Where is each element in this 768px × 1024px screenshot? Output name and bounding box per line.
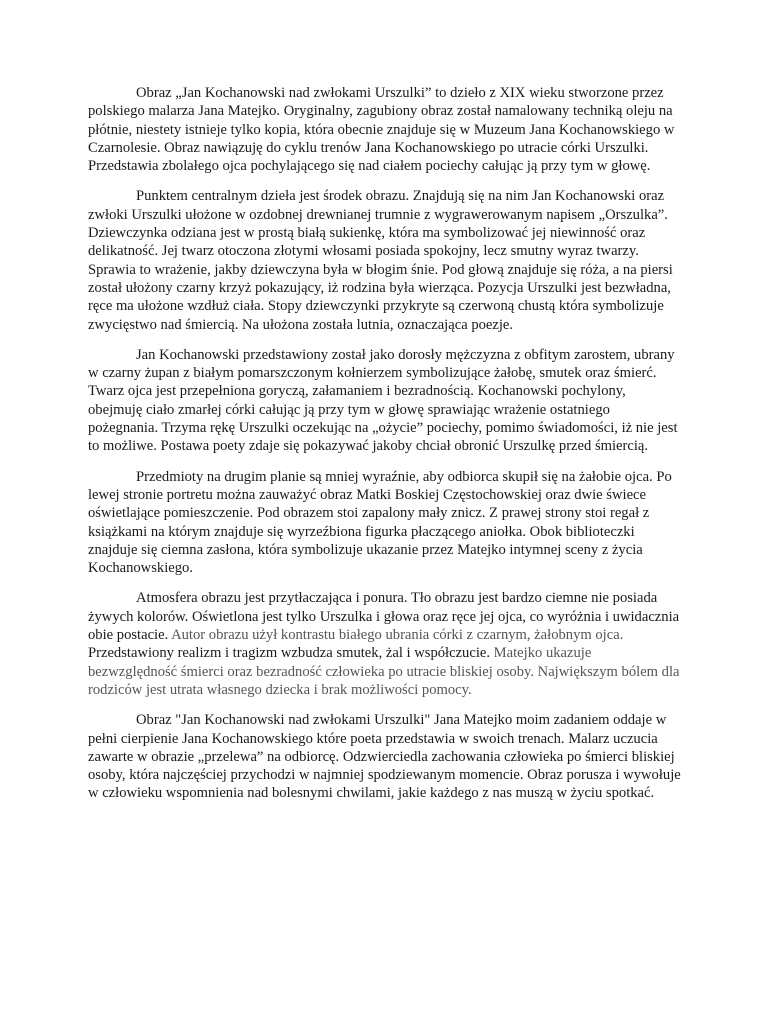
- atmosphere-sentence-b: Autor obrazu użył kontrastu białego ubrania córki z czarnym, żałobnym ojca.: [171, 627, 624, 644]
- document-page: [88, 84, 683, 815]
- paragraph-kochanowski: Jan Kochanowski przedstawiony został jako dorosły mężczyzna z obfitym zarostem, ubrany w czarny żupan z białym pomarszczonym kołnierzem symbolizujące żałobę, smutek oraz śmierć. Twarz ojca jest przepełniona goryczą, załamaniem i bezradnością. Kochanowski pochylony, obejmuję ciało zmarłej córki całując ją przy tym w głowę sprawiając wrażenie ostatniego pożegnania. Trzyma rękę Urszulki oczekując na „ożycie” pociechy, pomimo świadomości, iż nie jest to możliwe. Postawa poety zdaje się pokazywać jakoby chciał obronić Urszulkę przed śmiercią.: [88, 346, 678, 455]
- atmosphere-sentence-a: Atmosfera obrazu jest przytłaczająca i ponura. Tło obrazu jest bardzo ciemne nie posiada żywych kolorów. Oświetlona jest tylko Urszulka i głowa oraz ręce jej ojca, co wyróżnia i uwidacznia obie postacie.: [88, 590, 680, 644]
- atmosphere-sentence-c: Przedstawiony realizm i tragizm wzbudza smutek, żal i współczucie.: [88, 645, 490, 662]
- paragraph-conclusion: Obraz "Jan Kochanowski nad zwłokami Urszulki" Jana Matejko moim zadaniem oddaje w pełni cierpienie Jana Kochanowskiego które poeta przedstawia w swoich trenach. Malarz uczucia zawarte w obrazie „przelewa” na odbiorcę. Odzwierciedla zachowania człowieka po śmierci bliskiej osoby, która najczęściej przychodzi w najmniej spodziewanym momencie. Obraz porusza i wywołuje w człowieku wspomnienia nad bolesnymi chwilami, jakie każdego z nas muszą w życiu spotkać.: [88, 712, 681, 802]
- paragraph-center: Punktem centralnym dzieła jest środek obrazu. Znajdują się na nim Jan Kochanowski oraz zwłoki Urszulki ułożone w ozdobnej drewnianej trumnie z wygrawerowanym napisem „Orszulka”. Dziewczynka odziana jest w prostą białą sukienkę, która ma symbolizować jej niewinność oraz delikatność. Jej twarz otoczona złotymi włosami posiada spokojny, lecz smutny wyraz twarzy. Sprawia to wrażenie, jakby dziewczyna była w błogim śnie. Pod głową znajduje się róża, a na piersi został ułożony czarny krzyż pokazujący, iż rodzina była wierząca. Pozycja Urszulki jest bezwładna, ręce ma ułożone wzdłuż ciała. Stopy dziewczynki przykryte są czerwoną chustą która symbolizuje zwycięstwo nad śmiercią. Na ułożona została lutnia, oznaczająca poezje.: [88, 188, 673, 333]
- paragraph-background: Przedmioty na drugim planie są mniej wyraźnie, aby odbiorca skupił się na żałobie ojca. Po lewej stronie portretu można zauważyć obraz Matki Boskiej Częstochowskiej oraz dwie świece oświetlające pomieszczenie. Pod obrazem stoi zapalony mały znicz. Z prawej strony stoi regał z książkami na którym znajduje się wyrzeźbiona figurka płaczącego aniołka. Obok biblioteczki znajduje się ciemna zasłona, która symbolizuje ukazanie przez Matejko intymnej sceny z życia Kochanowskiego.: [88, 468, 672, 577]
- atmosphere-sentence-d: Matejko ukazuje bezwzględność śmierci oraz bezradność człowieka po utracie bliskiej osoby. Największym bólem dla rodziców jest utrata własnego dziecka i brak możliwości pomocy.: [88, 645, 680, 698]
- paragraph-intro: Obraz „Jan Kochanowski nad zwłokami Urszulki” to dzieło z XIX wieku stworzone przez polskiego malarza Jana Matejko. Oryginalny, zagubiony obraz został namalowany techniką oleju na płótnie, niestety istnieje tylko kopia, która obecnie znajduje się w Muzeum Jana Kochanowskiego w Czarnolesie. Obraz nawiązuję do cyklu trenów Jana Kochanowskiego po utracie córki Urszulki. Przedstawia zbolałego ojca pochylającego się nad ciałem pociechy całując ją przy tym w głowę.: [88, 85, 675, 175]
- paragraph-atmosphere: [88, 589, 683, 699]
